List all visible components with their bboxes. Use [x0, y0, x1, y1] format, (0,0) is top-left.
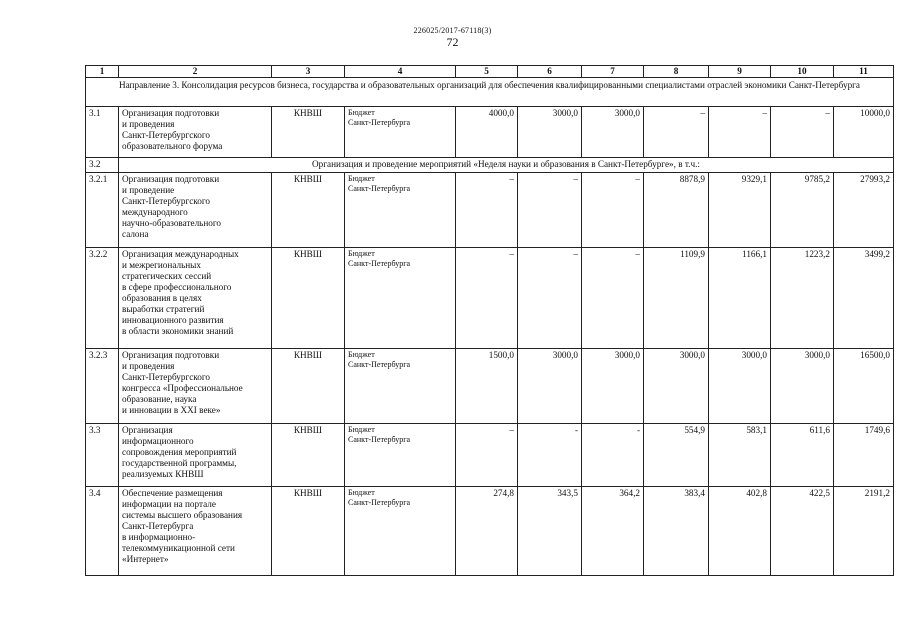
value-v11: 3499,2: [834, 248, 894, 349]
row-name-line: Санкт-Петербургского: [122, 130, 211, 140]
funding-source-line: Санкт-Петербурга: [348, 184, 411, 193]
executor: КНВШ: [272, 107, 345, 158]
funding-source-line: Бюджет: [348, 249, 375, 258]
value-v6: 343,5: [518, 487, 582, 576]
row-name-line: конгресса «Профессиональное: [122, 383, 243, 393]
section-title: Организация и проведение мероприятий «Неделя науки и образования в Санкт-Петербурге», в т.ч.:: [119, 158, 894, 173]
column-number: 11: [834, 66, 894, 78]
direction-title: Направление 3. Консолидация ресурсов бизнеса, государства и образовательных организаций для обеспечения квалифицированными специалистами отраслей экономики Санкт-Петербурга: [86, 78, 894, 107]
row-number: 3.2: [86, 158, 119, 173]
column-number: 10: [771, 66, 834, 78]
row-name-line: инновационного развития: [122, 315, 224, 325]
value-v6: 3000,0: [518, 349, 582, 424]
section-row: [86, 158, 894, 173]
column-number: 7: [582, 66, 644, 78]
row-name-line: в сфере профессионального: [122, 282, 232, 292]
column-number: 6: [518, 66, 582, 78]
funding-source: [345, 173, 456, 248]
value-v9: 3000,0: [709, 349, 771, 424]
funding-source-line: Бюджет: [348, 108, 375, 117]
value-v7: -: [582, 424, 644, 487]
column-number: 4: [345, 66, 456, 78]
value-v6: –: [518, 248, 582, 349]
row-number: 3.1: [86, 107, 119, 158]
value-v9: 583,1: [709, 424, 771, 487]
funding-source-line: Бюджет: [348, 425, 375, 434]
value-v10: 1223,2: [771, 248, 834, 349]
row-name-line: выработки стратегий: [122, 304, 205, 314]
row-name-line: «Интернет»: [122, 554, 169, 564]
table-row: [86, 487, 894, 576]
row-name-line: Санкт-Петербурга: [122, 521, 194, 531]
table-row: [86, 107, 894, 158]
value-v10: 3000,0: [771, 349, 834, 424]
value-v6: –: [518, 173, 582, 248]
value-v8: –: [644, 107, 709, 158]
row-name-line: государственной программы,: [122, 458, 237, 468]
row-name: [119, 107, 272, 158]
value-v10: –: [771, 107, 834, 158]
row-name-line: телекоммуникационной сети: [122, 543, 235, 553]
value-v8: 8878,9: [644, 173, 709, 248]
row-name-line: информации на портале: [122, 499, 216, 509]
value-v5: 1500,0: [456, 349, 518, 424]
value-v5: 274,8: [456, 487, 518, 576]
column-number: 8: [644, 66, 709, 78]
funding-source-line: Санкт-Петербурга: [348, 259, 411, 268]
funding-source: [345, 487, 456, 576]
row-name-line: Организация: [122, 425, 173, 435]
row-number: 3.4: [86, 487, 119, 576]
executor: КНВШ: [272, 248, 345, 349]
funding-source-line: Бюджет: [348, 174, 375, 183]
value-v9: –: [709, 107, 771, 158]
value-v5: –: [456, 424, 518, 487]
row-name-line: и инновации в XXI веке»: [122, 405, 221, 415]
row-name-line: и проведения: [122, 119, 175, 129]
row-name-line: и межрегиональных: [122, 260, 201, 270]
row-name-line: стратегических сессий: [122, 271, 212, 281]
table-row: [86, 424, 894, 487]
table-row: [86, 248, 894, 349]
funding-source: [345, 349, 456, 424]
funding-source-line: Санкт-Петербурга: [348, 435, 411, 444]
row-name: [119, 424, 272, 487]
funding-source-line: Санкт-Петербурга: [348, 498, 411, 507]
column-number: 1: [86, 66, 119, 78]
column-number: 3: [272, 66, 345, 78]
row-name-line: Санкт-Петербургского: [122, 196, 211, 206]
funding-source-line: Санкт-Петербурга: [348, 360, 411, 369]
row-name-line: Обеспечение размещения: [122, 488, 223, 498]
executor: КНВШ: [272, 487, 345, 576]
value-v10: 9785,2: [771, 173, 834, 248]
value-v6: -: [518, 424, 582, 487]
table-row: [86, 173, 894, 248]
row-name-line: Организация международных: [122, 249, 239, 259]
value-v7: –: [582, 173, 644, 248]
column-number-row: [86, 66, 894, 78]
row-name-line: Организация подготовки: [122, 350, 220, 360]
column-number: 2: [119, 66, 272, 78]
page-number: 72: [446, 35, 459, 49]
row-name-line: образование, наука: [122, 394, 197, 404]
executor: КНВШ: [272, 173, 345, 248]
row-name-line: образовательного форума: [122, 141, 223, 151]
row-name-line: реализуемых КНВШ: [122, 469, 204, 479]
executor: КНВШ: [272, 349, 345, 424]
row-name-line: в информационно-: [122, 532, 196, 542]
direction-row: [86, 78, 894, 107]
value-v5: 4000,0: [456, 107, 518, 158]
document-id: 226025/2017-67118(3): [413, 26, 492, 35]
row-name: [119, 349, 272, 424]
row-name-line: Организация подготовки: [122, 174, 220, 184]
value-v8: 1109,9: [644, 248, 709, 349]
value-v7: –: [582, 248, 644, 349]
funding-source-line: Бюджет: [348, 350, 375, 359]
value-v7: 3000,0: [582, 349, 644, 424]
row-number: 3.3: [86, 424, 119, 487]
row-number: 3.2.3: [86, 349, 119, 424]
value-v10: 611,6: [771, 424, 834, 487]
value-v11: 1749,6: [834, 424, 894, 487]
row-name-line: салона: [122, 229, 149, 239]
funding-source-line: Санкт-Петербурга: [348, 118, 411, 127]
value-v6: 3000,0: [518, 107, 582, 158]
value-v10: 422,5: [771, 487, 834, 576]
row-name-line: и проведения: [122, 361, 175, 371]
row-name-line: научно-образовательного: [122, 218, 221, 228]
funding-source: [345, 424, 456, 487]
row-name-line: в области экономики знаний: [122, 326, 234, 336]
value-v5: –: [456, 173, 518, 248]
row-name-line: международного: [122, 207, 188, 217]
program-table: [85, 65, 894, 576]
funding-source: [345, 248, 456, 349]
value-v9: 9329,1: [709, 173, 771, 248]
column-number: 9: [709, 66, 771, 78]
value-v9: 1166,1: [709, 248, 771, 349]
funding-source: [345, 107, 456, 158]
row-name: [119, 248, 272, 349]
column-number: 5: [456, 66, 518, 78]
row-name: [119, 487, 272, 576]
row-name-line: сопровождения мероприятий: [122, 447, 237, 457]
row-name-line: информационного: [122, 436, 194, 446]
row-name-line: Санкт-Петербургского: [122, 372, 211, 382]
row-name-line: и проведение: [122, 185, 175, 195]
value-v11: 16500,0: [834, 349, 894, 424]
value-v7: 364,2: [582, 487, 644, 576]
row-name-line: системы высшего образования: [122, 510, 243, 520]
value-v8: 554,9: [644, 424, 709, 487]
value-v8: 383,4: [644, 487, 709, 576]
row-name-line: образования в целях: [122, 293, 202, 303]
value-v11: 10000,0: [834, 107, 894, 158]
table-row: [86, 349, 894, 424]
value-v8: 3000,0: [644, 349, 709, 424]
row-number: 3.2.1: [86, 173, 119, 248]
funding-source-line: Бюджет: [348, 488, 375, 497]
value-v9: 402,8: [709, 487, 771, 576]
value-v11: 27993,2: [834, 173, 894, 248]
executor: КНВШ: [272, 424, 345, 487]
value-v7: 3000,0: [582, 107, 644, 158]
value-v11: 2191,2: [834, 487, 894, 576]
row-name: [119, 173, 272, 248]
value-v5: –: [456, 248, 518, 349]
row-name-line: Организация подготовки: [122, 108, 220, 118]
row-number: 3.2.2: [86, 248, 119, 349]
